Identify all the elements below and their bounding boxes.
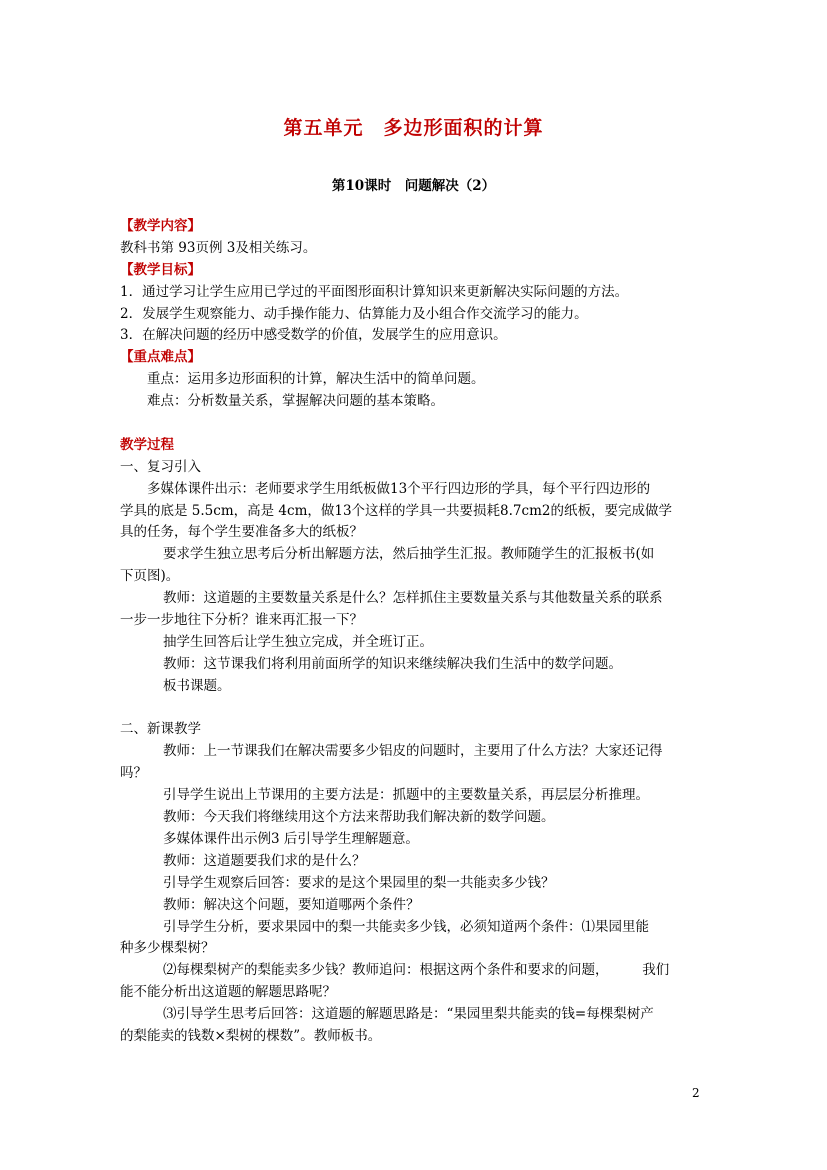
key-point: 重点：运用多边形面积的计算，解决生活中的简单问题。	[147, 371, 485, 388]
paragraph-line: 教师：上一节课我们在解决需要多少铝皮的问题时，主要用了什么方法？大家还记得	[163, 743, 663, 760]
content-text: 教科书第 93页例 3及相关练习。	[120, 239, 317, 256]
paragraph-line: 板书课题。	[163, 677, 231, 694]
content-heading: 【教学内容】	[120, 218, 201, 234]
paragraph-line: ⑶引导学生思考后回答：这道题的解题思路是：“果园里梨共能卖的钱=每棵梨树产	[163, 1006, 654, 1023]
paragraph-line: 引导学生观察后回答：要求的是这个果园里的梨一共能卖多少钱？	[163, 874, 555, 891]
goal-item: 1．通过学习让学生应用已学过的平面图形面积计算知识来更新解决实际问题的方法。	[120, 283, 629, 300]
paragraph-line: 种多少棵梨树？	[120, 940, 215, 957]
paragraph-line: 下页图)。	[120, 568, 180, 585]
paragraph-line: 要求学生独立思考后分析出解题方法，然后抽学生汇报。教师随学生的汇报板书(如	[163, 546, 655, 563]
paragraph-line: 吗？	[120, 765, 147, 782]
paragraph-line: 抽学生回答后让学生独立完成，并全班订正。	[163, 633, 433, 650]
paragraph-line: 能不能分析出这道题的解题思路呢？	[120, 984, 336, 1001]
paragraph-line: 多媒体课件出示：老师要求学生用纸板做13个平行四边形的学具，每个平行四边形的	[147, 480, 651, 497]
part2-heading: 二、新课教学	[120, 721, 201, 738]
paragraph-line: 教师：今天我们将继续用这个方法来帮助我们解决新的数学问题。	[163, 809, 555, 826]
document-body	[120, 216, 706, 1048]
paragraph-line: 学具的底是 5.5cm，高是 4cm，做13个这样的学具一共要损耗8.7cm2的纸板，要完成做学	[120, 502, 672, 519]
paragraph-line: ⑵每棵梨树产的梨能卖多少钱？教师追问：根据这两个条件和要求的问题， 我们	[163, 962, 670, 979]
unit-title: 第五单元 多边形面积的计算	[283, 117, 544, 139]
paragraph-line: 教师：这道题要我们求的是什么？	[163, 852, 366, 869]
difficult-point: 难点：分析数量关系，掌握解决问题的基本策略。	[147, 393, 444, 410]
paragraph-line: 教师：解决这个问题，要知道哪两个条件？	[163, 896, 420, 913]
paragraph-line: 多媒体课件出示例3 后引导学生理解题意。	[163, 830, 419, 847]
key-heading: 【重点难点】	[120, 349, 201, 366]
goal-item: 3．在解决问题的经历中感受数学的价值，发展学生的应用意识。	[120, 327, 507, 344]
paragraph-line: 引导学生说出上节课用的主要方法是：抓题中的主要数量关系，再层层分析推理。	[163, 787, 649, 804]
paragraph-line: 具的任务，每个学生要准备多大的纸板？	[120, 524, 363, 541]
paragraph-line: 引导学生分析，要求果园中的梨一共能卖多少钱，必须知道两个条件：⑴果园里能	[163, 918, 649, 935]
part1-heading: 一、复习引入	[120, 458, 201, 475]
goal-item: 2．发展学生观察能力、动手操作能力、估算能力及小组合作交流学习的能力。	[120, 305, 588, 322]
process-heading: 教学过程	[120, 436, 174, 453]
goals-heading: 【教学目标】	[120, 261, 201, 278]
paragraph-line: 的梨能卖的钱数×梨树的棵数”。教师板书。	[120, 1027, 382, 1044]
paragraph-line: 教师：这节课我们将利用前面所学的知识来继续解决我们生活中的数学问题。	[163, 655, 622, 672]
page-number: 2	[692, 1086, 700, 1100]
paragraph-line: 一步一步地往下分析？谁来再汇报一下？	[120, 612, 363, 629]
paragraph-line: 教师：这道题的主要数量关系是什么？怎样抓住主要数量关系与其他数量关系的联系	[163, 590, 663, 607]
lesson-title: 第10课时 问题解决（2）	[331, 178, 496, 194]
